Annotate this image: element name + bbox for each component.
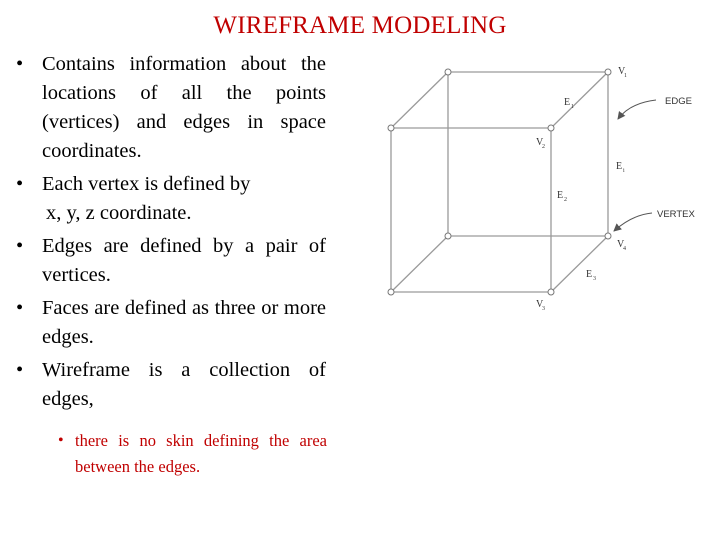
wireframe-cube-diagram	[360, 45, 720, 325]
bullet-text: Edges are defined by a pair of vertices.	[42, 235, 326, 286]
bullet-item	[14, 232, 326, 290]
edge-line	[391, 236, 448, 292]
edge-callout-label: EDGE	[665, 96, 692, 107]
vertex-callout-arrow	[614, 213, 652, 231]
vertex-marker	[605, 233, 611, 239]
bullet-text: Contains information about the locations of all the points (vertices) and edges in space coordinates.	[42, 53, 326, 162]
label-v4: V	[617, 239, 625, 250]
edge-line	[551, 236, 608, 292]
bullet-text: Faces are defined as three or more edges.	[42, 297, 326, 348]
bullet-dot-icon: •	[16, 297, 24, 319]
bullet-text-continued: x, y, z coordinate.	[46, 202, 192, 224]
label-e-right: E	[616, 161, 623, 172]
bullet-text: Each vertex is defined by	[42, 173, 251, 195]
edge-callout-arrow	[618, 100, 656, 119]
vertex-callout-label: VERTEX	[657, 209, 695, 220]
label-e1-sub: 1	[571, 104, 574, 110]
bullet-item	[14, 356, 326, 414]
bullet-dot-icon: •	[16, 359, 24, 381]
vertex-marker	[388, 289, 394, 295]
cube-svg	[360, 45, 720, 325]
bullet-item	[14, 50, 326, 166]
cube-edges	[391, 72, 608, 292]
sub-bullet	[58, 428, 327, 480]
label-e2-sub: 2	[564, 197, 567, 203]
label-e2: E	[557, 190, 564, 201]
label-e-right-sub: i	[623, 168, 625, 174]
bullet-dot-icon: •	[16, 173, 24, 195]
vertex-marker	[548, 289, 554, 295]
label-v4-sub: 4	[623, 246, 626, 252]
label-v2-sub: 2	[542, 144, 545, 150]
bullet-dot-icon: •	[16, 235, 24, 257]
bullet-dot-icon: •	[16, 53, 24, 75]
cube-vertices	[388, 69, 611, 295]
label-e1: E	[564, 97, 571, 108]
sub-bullet-text: there is no skin defining the area between the edges.	[75, 431, 327, 476]
sub-bullet-dot-icon: •	[58, 432, 64, 449]
bullet-item	[14, 294, 326, 352]
label-v1: V	[618, 66, 626, 77]
label-e3: E	[586, 269, 593, 280]
label-e3-sub: 3	[593, 276, 596, 282]
label-v2: V	[536, 137, 544, 148]
edge-line	[391, 72, 448, 128]
edge-line	[551, 72, 608, 128]
vertex-marker	[445, 69, 451, 75]
label-v3-sub: 3	[542, 306, 545, 312]
slide-title: WIREFRAME MODELING	[213, 12, 507, 39]
bullet-item	[14, 170, 326, 228]
bullet-list	[14, 50, 326, 418]
vertex-marker	[605, 69, 611, 75]
bullet-text: Wireframe is a collection of edges,	[42, 359, 326, 410]
label-v3: V	[536, 299, 544, 310]
vertex-marker	[445, 233, 451, 239]
label-v1-sub: 1	[624, 73, 627, 79]
vertex-marker	[548, 125, 554, 131]
vertex-marker	[388, 125, 394, 131]
